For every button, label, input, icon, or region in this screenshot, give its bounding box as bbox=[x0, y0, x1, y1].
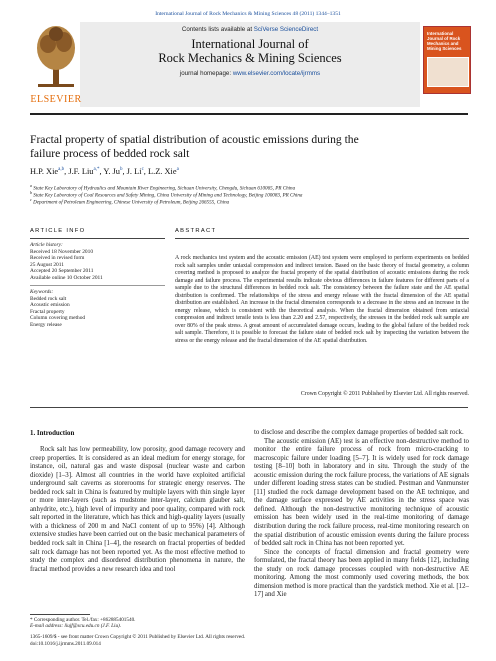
elsevier-tree-logo bbox=[34, 22, 78, 98]
contents-prefix: Contents lists available at bbox=[181, 26, 254, 33]
left-column bbox=[30, 446, 245, 574]
section-heading-introduction: 1. Introduction bbox=[30, 430, 75, 437]
affiliation: $^a$ State Key Laboratory of Hydraulics and Mountain River Engineering, Sichuan University, Chengdu, Sichuan 610065, PR China bbox=[30, 183, 296, 192]
masthead-rule bbox=[30, 113, 468, 115]
journal-title bbox=[80, 37, 420, 65]
issn-line: 1365-1609/$ - see front matter Crown Copyright © 2011 Published by Elsevier Ltd. All rights reserved. bbox=[30, 634, 246, 640]
keyword: Fractal property bbox=[30, 308, 65, 315]
history-entry: Received 18 November 2010 bbox=[30, 248, 94, 255]
article-info-rule-top bbox=[30, 238, 165, 239]
article-history-block bbox=[30, 242, 165, 282]
author: L.Z. Xie$^a$ bbox=[147, 167, 179, 176]
author: H.P. Xie$^{a,b}$, bbox=[30, 167, 69, 176]
keyword: Acoustic emission bbox=[30, 302, 70, 309]
abstract-copyright: Crown Copyright © 2011 Published by Elsevier Ltd. All rights reserved. bbox=[300, 391, 469, 397]
author: J.F. Liu$^{a,*}$, bbox=[68, 167, 104, 176]
keyword: Energy release bbox=[30, 321, 62, 328]
publisher-wordmark: ELSEVIER bbox=[30, 94, 82, 105]
homepage-prefix: journal homepage: bbox=[179, 70, 233, 77]
keyword: Bedded rock salt bbox=[30, 295, 67, 302]
author: Y. Ju$^b$, bbox=[103, 167, 127, 176]
email-note: E-mail address: liujf@scu.edu.cn (J.F. Liu). bbox=[30, 623, 122, 630]
front-matter-rule bbox=[30, 407, 468, 408]
contents-availability-line bbox=[80, 26, 420, 33]
sciencedirect-link[interactable]: SciVerse ScienceDirect bbox=[253, 26, 319, 33]
abstract-rule-top bbox=[175, 238, 469, 239]
doi-line[interactable]: doi:10.1016/j.ijrmms.2011.09.014 bbox=[30, 641, 101, 647]
affiliation: $^c$ Department of Petroleum Engineering, Chinese University of Petroleum, Beijing 266555, China bbox=[30, 197, 230, 206]
journal-cover-thumbnail bbox=[423, 26, 471, 94]
right-column bbox=[254, 429, 469, 600]
keywords-label: Keywords: bbox=[30, 289, 54, 295]
footnote bbox=[30, 617, 245, 630]
journal-title-line2: Rock Mechanics & Mining Sciences bbox=[158, 51, 342, 65]
body-paragraph: Rock salt has low permeability, low porosity, good damage recovery and creep properties. It is considered as an ideal medium for energy storage, for instance, oil, natural gas and waste disposal (nuclear waste and carbon dioxide) [1–3]. Almost all countries in the world have exploited artificial underground salt caverns as storerooms for strategic energy reserves. The bedded rock salt in China is featured by multiple layers with thin single layer or more inter-layers (such as mudstone inter-layer, calcium glauber salt, anhydrite, etc.), high level of impurity and poor quality, compared with rock salt reported in the literature, which has thick and high-quality layers (usually with a thickness of 200 m and NaCl content of up to 95%) [4]. Although extensive studies have been carried out on the basic mechanical parameters of bedded rock salt in China [1–4], the research on fractal properties of bedded salt rock damage has not been reported yet. As the most effective method to study the complex and disordered distribution phenomena in nature, the fractal method provides a new research idea and tool bbox=[30, 446, 245, 573]
article-title-line2: failure process of bedded rock salt bbox=[30, 147, 190, 160]
author-list bbox=[30, 167, 470, 176]
article-title-line1: Fractal property of spatial distribution of acoustic emissions during the bbox=[30, 133, 359, 146]
article-info-rule-mid bbox=[30, 285, 165, 286]
keywords-block bbox=[30, 289, 165, 329]
keyword: Column covering method bbox=[30, 315, 86, 322]
abstract-text: A rock mechanics test system and the acoustic emission (AE) test system were employed to perform experiments on bedded rock salt samples under uniaxial compression and indirect tension. Based on the basic theory of fractal geometry, a column covering method is proposed to analyze the fractal property of the spatial distribution of acoustic emissions during the rock damage and failure process. The experimental results indicate obvious differences in failure features for different parts of a sample due to the structural differences in bedded rock salt. The consistency between the failure state and the AE spatial distribution is confirmed. The relationships of the stress and energy release with the fractal dimension of the AE spatial distribution are established. An increase in the fractal dimension corresponds to a decrease in the stress and an increase in the energy release, which is consistent with the theoretical analysis. When the fractal dimension obtained from uniaxial compression and indirect tensile tests is less than 2.20 and 2.57, respectively, the stresses in the bedded rock salt sample are over 80% of the peak stress. A great amount of accumulated damage occurs, leading to the global failure of the bedded rock salt sample. Therefore, it is possible to forecast the failure state of bedded rock salt by inspecting the variation between the stress or the energy release and the fractal dimension of the AE spatial distribution. bbox=[175, 255, 469, 345]
body-paragraph: to disclose and describe the complex damage properties of bedded salt rock. bbox=[254, 429, 464, 436]
history-entry: 25 August 2011 bbox=[30, 261, 64, 268]
affiliation: $^b$ State Key Laboratory of Coal Resources and Safety Mining, China University of Mining and Technology, Beijing 100083, PR China bbox=[30, 190, 303, 199]
running-header: International Journal of Rock Mechanics & Mining Sciences 48 (2011) 1344–1351 bbox=[155, 11, 341, 17]
article-info-heading: ARTICLE INFO bbox=[30, 228, 86, 234]
cover-title: International Journal of Rock Mechanics and Mining Sciences bbox=[427, 31, 462, 51]
history-entry: Received in revised form bbox=[30, 255, 85, 262]
cover-image bbox=[427, 57, 469, 87]
journal-homepage-line bbox=[80, 70, 420, 77]
article-title bbox=[30, 133, 470, 161]
footnote-rule bbox=[30, 614, 90, 615]
author: J. Li$^c$, bbox=[126, 167, 148, 176]
history-label: Article history: bbox=[30, 242, 63, 248]
corresponding-author-note: * Corresponding author. Tel./fax: +862885401540. bbox=[30, 617, 136, 623]
journal-homepage-link[interactable]: www.elsevier.com/locate/ijrmms bbox=[232, 70, 321, 77]
history-entry: Available online 10 October 2011 bbox=[30, 274, 103, 281]
body-paragraph: The acoustic emission (AE) test is an effective non-destructive method to monitor the entire failure process of rock from micro-cracking to macroscopic failure under loading [5–7]. It is widely used for rock damage testing [8–10] both in laboratory and in situ. Through the study of the acoustic emission during the rock failure process, the variations of AE signals under different loading stress states can be studied. Pestman and Vanmunster [11] studied the rock damage development based on the AE technique, and the damage surface expressed by AE activities in the stress space was defined. Although the non-destructive monitoring technique of acoustic emission has been widely used in the real-time monitoring of damage distribution during the rock failure process, real-time monitoring research on the spatial distribution of acoustic emission events during the failure process of bedded salt rock in China has not been reported yet. bbox=[254, 437, 469, 548]
abstract-heading: ABSTRACT bbox=[175, 228, 217, 234]
journal-title-line1: International Journal of bbox=[191, 37, 309, 51]
history-entry: Accepted 20 September 2011 bbox=[30, 268, 94, 275]
body-paragraph: Since the concepts of fractal dimension and fractal geometry were formulated, the fractal theory has been applied in many fields [12], including the study on rock damage processes coupled with non-destructive AE monitoring. Among the most commonly used covering methods, the box dimension method is more practical than the yardstick method. Xie et al. [12–17] and Xie bbox=[254, 548, 469, 599]
